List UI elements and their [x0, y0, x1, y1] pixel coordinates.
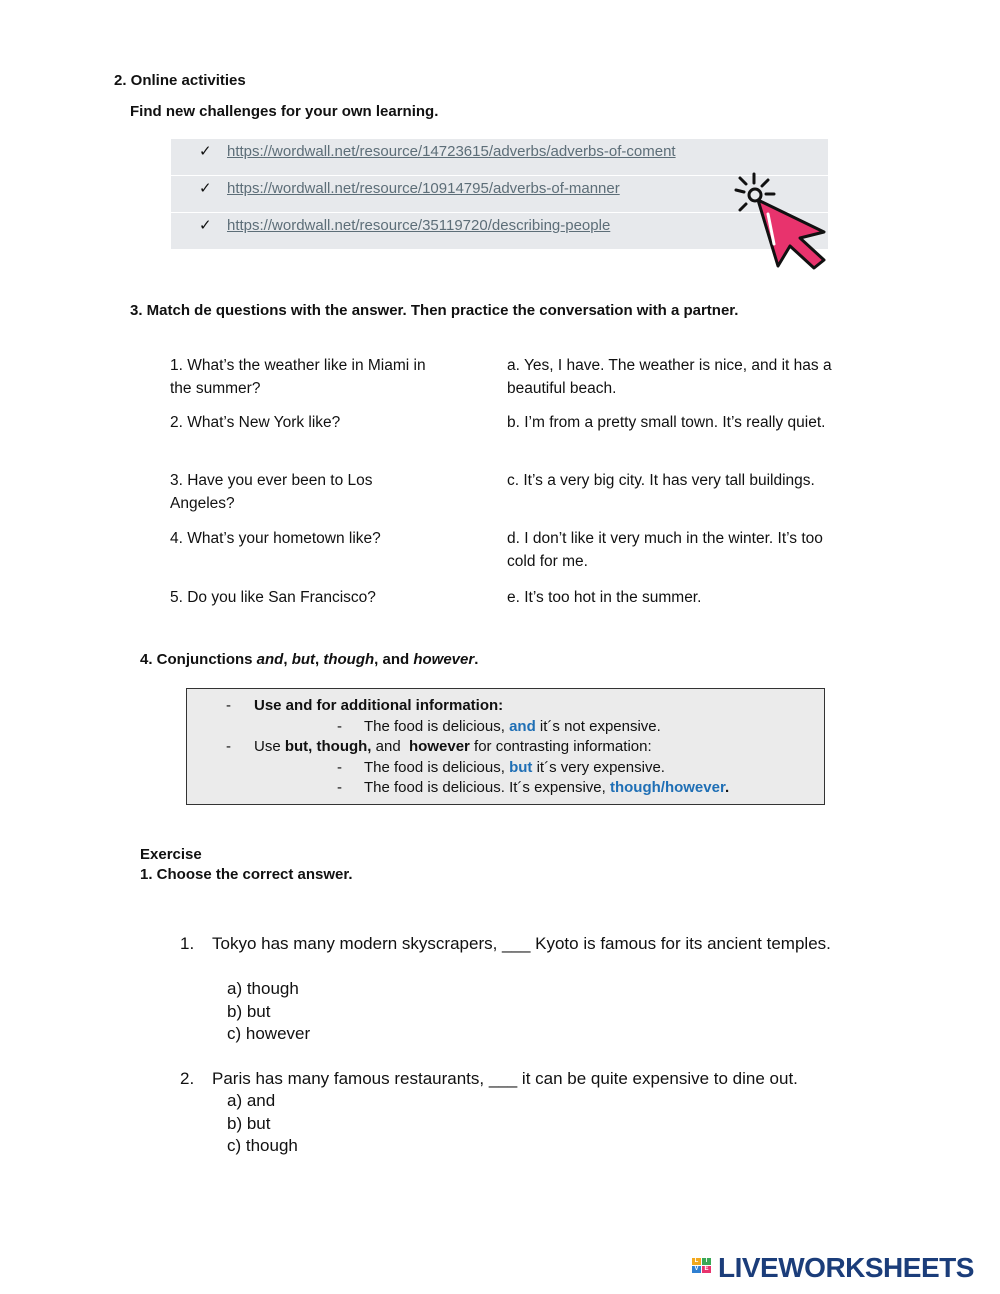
item-number: 1.: [180, 934, 195, 953]
logo-block: V: [692, 1266, 701, 1273]
grammar-line-3: [254, 738, 652, 755]
question-3: 3. Have you ever been to Los Angeles?: [170, 472, 373, 512]
section-match-title: 3. Match de questions with the answer. Then practice the conversation with a partner.: [130, 302, 739, 319]
bullet-dash: -: [337, 759, 342, 776]
rule-keyword: but, though,: [284, 738, 372, 755]
exercise-instruction: 1. Choose the correct answer.: [140, 866, 353, 883]
exercise-question-2: Paris has many famous restaurants, ___ it can be quite expensive to dine out.: [212, 1069, 798, 1088]
rule-text: Use: [254, 738, 285, 755]
rule-text: and: [371, 738, 410, 755]
check-icon: ✓: [199, 143, 212, 160]
option-2a[interactable]: a) and: [227, 1091, 276, 1110]
title-part: but: [291, 651, 316, 668]
check-icon: ✓: [199, 180, 212, 197]
section-online-activities-title: 2. Online activities: [114, 72, 246, 89]
bullet-dash: -: [226, 697, 231, 714]
brand-name: LIVEWORKSHEETS: [718, 1252, 974, 1283]
option-1a[interactable]: a) though: [227, 979, 299, 998]
option-2c[interactable]: c) though: [227, 1136, 298, 1155]
bullet-dash: -: [337, 718, 342, 735]
example-text: The food is delicious,: [364, 759, 510, 776]
rule-text: for contrasting information:: [469, 738, 652, 755]
title-part: , and: [374, 651, 414, 668]
title-part: ,: [283, 651, 292, 668]
example-text: The food is delicious. It´s expensive,: [364, 779, 610, 796]
bullet-dash: -: [337, 779, 342, 796]
grammar-example-though: [364, 779, 729, 796]
logo-block: E: [702, 1266, 711, 1273]
answer-a: a. Yes, I have. The weather is nice, and it has a beautiful beach.: [507, 357, 832, 397]
title-part: and: [256, 651, 284, 668]
grammar-example-and: [364, 718, 661, 735]
title-part: though: [323, 651, 375, 668]
section-online-activities-subtitle: Find new challenges for your own learning.: [130, 103, 439, 120]
title-part: however: [413, 651, 475, 668]
question-4: 4. What’s your hometown like?: [170, 530, 381, 547]
title-part: 4. Conjunctions: [140, 651, 257, 668]
answer-e: e. It’s too hot in the summer.: [507, 589, 702, 606]
exercise-label: Exercise: [140, 846, 202, 863]
example-text: it´s not expensive.: [535, 718, 661, 735]
question-1: 1. What’s the weather like in Miami in the summer?: [170, 357, 426, 397]
exercise-question-1: Tokyo has many modern skyscrapers, ___ Kyoto is famous for its ancient temples.: [212, 934, 831, 953]
example-keyword: though/however: [609, 779, 725, 796]
logo-block: I: [702, 1258, 711, 1265]
title-part: ,: [315, 651, 324, 668]
option-2b[interactable]: b) but: [227, 1114, 271, 1133]
logo-block: L: [692, 1258, 701, 1265]
option-1b[interactable]: b) but: [227, 1002, 271, 1021]
example-keyword: and: [509, 718, 536, 735]
answer-d: d. I don’t like it very much in the winter. It’s too cold for me.: [507, 530, 823, 570]
example-text: The food is delicious,: [364, 718, 510, 735]
title-part: .: [474, 651, 479, 668]
answer-b: b. I’m from a pretty small town. It’s really quiet.: [507, 414, 826, 431]
grammar-box: [186, 688, 825, 805]
grammar-line-1: Use and for additional information:: [254, 697, 504, 714]
option-1c[interactable]: c) however: [227, 1024, 311, 1043]
link-adverbs-of-comment[interactable]: https://wordwall.net/resource/14723615/adverbs/adverbs-of-coment: [227, 143, 676, 160]
rule-keyword: however: [409, 738, 470, 755]
question-5: 5. Do you like San Francisco?: [170, 589, 376, 606]
link-adverbs-of-manner[interactable]: https://wordwall.net/resource/10914795/adverbs-of-manner: [227, 180, 620, 197]
bullet-dash: -: [226, 738, 231, 755]
check-icon: ✓: [199, 217, 212, 234]
grammar-example-but: [364, 759, 665, 776]
item-number: 2.: [180, 1069, 195, 1088]
example-text: it´s very expensive.: [532, 759, 665, 776]
link-describing-people[interactable]: https://wordwall.net/resource/35119720/describing-people: [227, 217, 611, 234]
logo-blocks-icon: [692, 1258, 712, 1282]
example-text: .: [724, 779, 730, 796]
example-keyword: but: [509, 759, 533, 776]
answer-c: c. It’s a very big city. It has very tall buildings.: [507, 472, 815, 489]
section-conjunctions-title: [140, 651, 478, 668]
question-2: 2. What’s New York like?: [170, 414, 341, 431]
click-cursor-icon: [728, 170, 832, 270]
